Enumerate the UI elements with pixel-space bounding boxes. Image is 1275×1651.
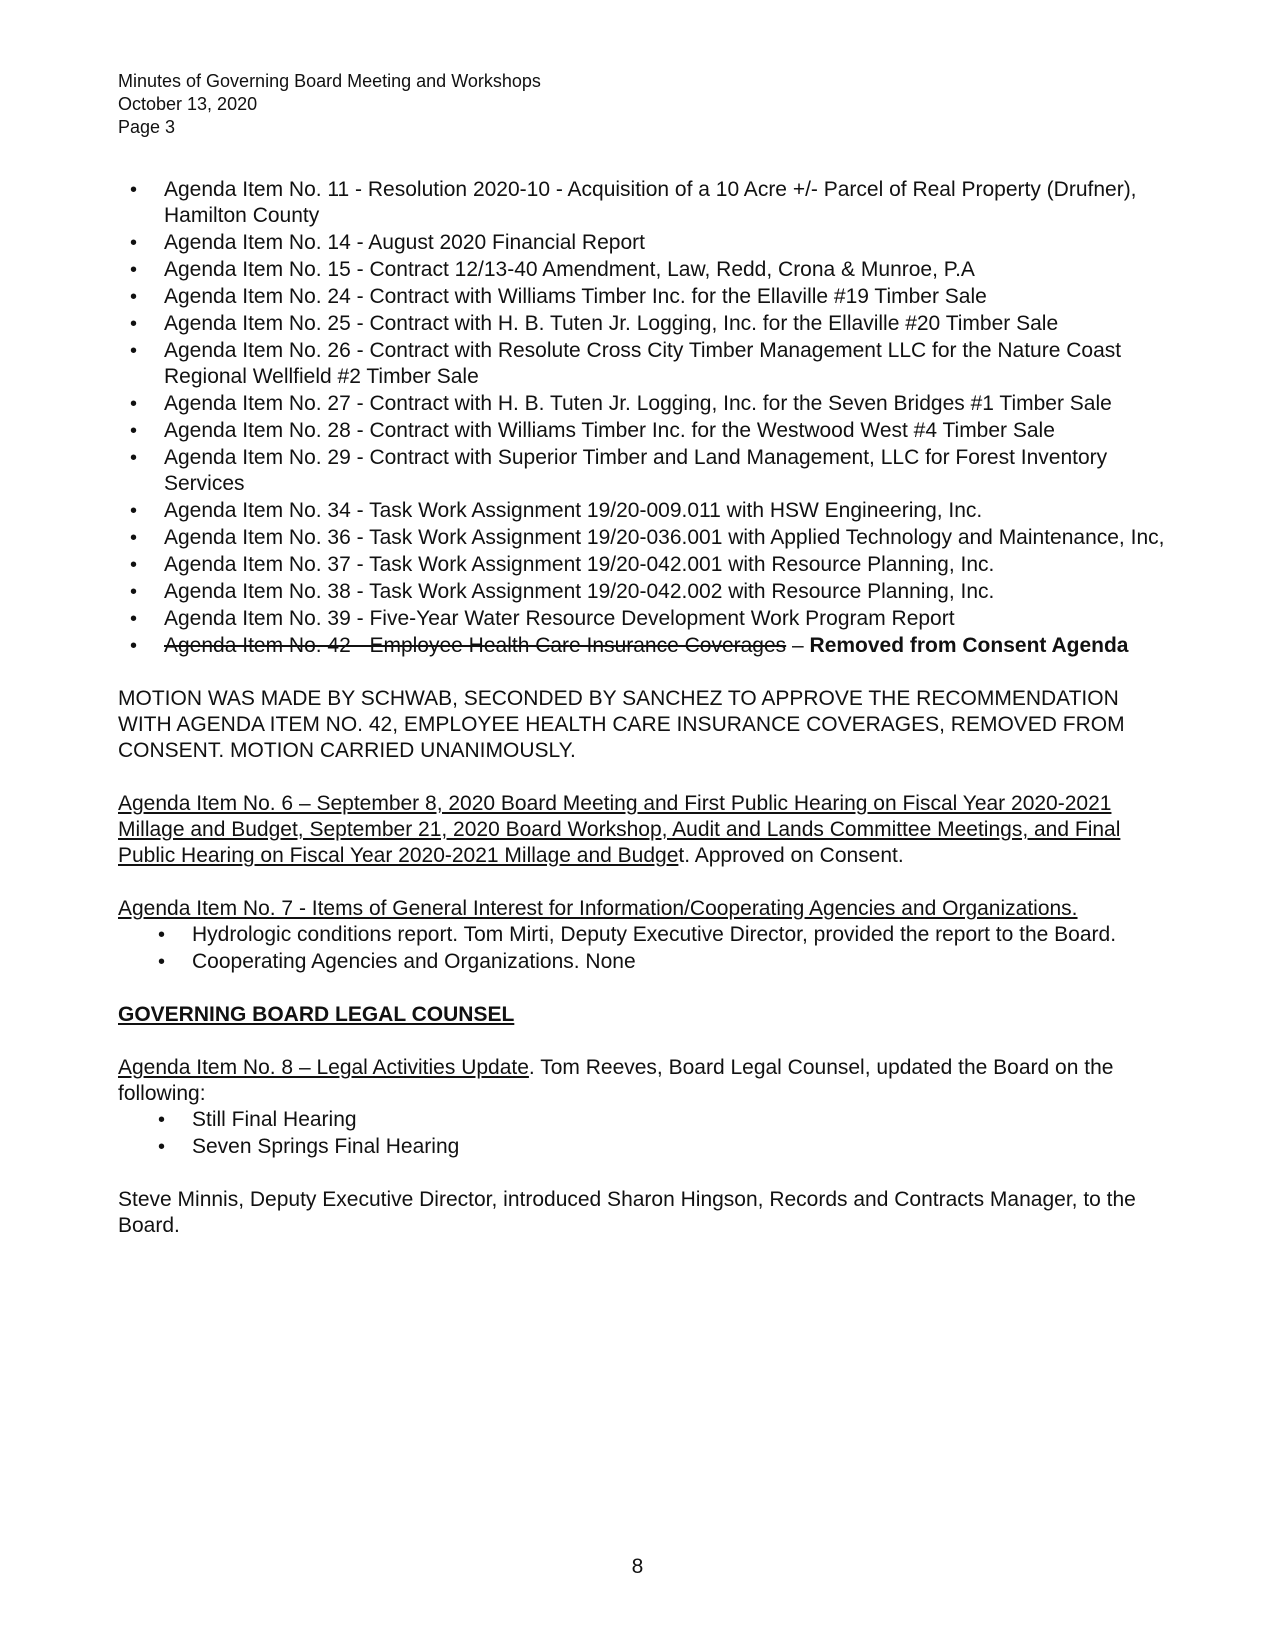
- item6-paragraph: [118, 791, 1178, 869]
- item7-list: [118, 922, 1178, 975]
- item7-title: Agenda Item No. 7 - Items of General Interest for Information/Cooperating Agencies and Organizations.: [118, 897, 1078, 920]
- list-item: • Agenda Item No. 28 - Contract with Williams Timber Inc. for the Westwood West #4 Timber Sale: [164, 418, 1178, 444]
- consent-agenda-list: [118, 177, 1178, 659]
- removed-item-note: Removed from Consent Agenda: [809, 634, 1129, 657]
- list-item: • Agenda Item No. 34 - Task Work Assignment 19/20-009.011 with HSW Engineering, Inc.: [164, 498, 1178, 524]
- item8-paragraph: [118, 1055, 1178, 1107]
- list-item: • Agenda Item No. 25 - Contract with H. B. Tuten Jr. Logging, Inc. for the Ellaville #20 Timber Sale: [164, 311, 1178, 337]
- list-item: • Agenda Item No. 39 - Five-Year Water Resource Development Work Program Report: [164, 606, 1178, 632]
- list-item: • Agenda Item No. 26 - Contract with Resolute Cross City Timber Management LLC for the Nature Coast Regional Wellfield #2 Timber Sale: [164, 338, 1178, 390]
- removed-item-dash: –: [786, 634, 810, 657]
- list-item: • Cooperating Agencies and Organizations. None: [192, 949, 1178, 975]
- list-item: • Agenda Item No. 36 - Task Work Assignment 19/20-036.001 with Applied Technology and Maintenance, Inc,: [164, 525, 1178, 551]
- header-page: Page 3: [118, 117, 176, 137]
- list-item: • Agenda Item No. 11 - Resolution 2020-10 - Acquisition of a 10 Acre +/- Parcel of Real Property (Drufner), Hamilton County: [164, 177, 1178, 229]
- list-item: • Seven Springs Final Hearing: [192, 1134, 1178, 1160]
- motion-paragraph: MOTION WAS MADE BY SCHWAB, SECONDED BY SANCHEZ TO APPROVE THE RECOMMENDATION WITH AGENDA ITEM NO. 42, EMPLOYEE HEALTH CARE INSURANCE COVERAGES, REMOVED FROM CONSENT. MOTION CARRIED UNANIMOUSLY.: [118, 687, 1125, 762]
- removed-item-struck-text: Agenda Item No. 42 - Employee Health Care Insurance Coverages: [164, 634, 787, 657]
- list-item: • Agenda Item No. 24 - Contract with Williams Timber Inc. for the Ellaville #19 Timber Sale: [164, 284, 1178, 310]
- list-item: • Hydrologic conditions report. Tom Mirti, Deputy Executive Director, provided the report to the Board.: [192, 922, 1178, 948]
- list-item: • Agenda Item No. 27 - Contract with H. B. Tuten Jr. Logging, Inc. for the Seven Bridges #1 Timber Sale: [164, 391, 1178, 417]
- item8-rest: . Tom Reeves, Board Legal Counsel, updated the Board on the following:: [118, 1056, 1114, 1105]
- list-item: • Agenda Item No. 29 - Contract with Superior Timber and Land Management, LLC for Forest Inventory Services: [164, 445, 1178, 497]
- closing-paragraph: Steve Minnis, Deputy Executive Director, introduced Sharon Hingson, Records and Contracts Manager, to the Board.: [118, 1188, 1136, 1237]
- item6-title: Agenda Item No. 6 – September 8, 2020 Board Meeting and First Public Hearing on Fiscal Year 2020-2021 Millage and Budget, September 21, 2020 Board Workshop, Audit and Lands Committee Meetings, and Final Public Hearing on Fiscal Year 2020-2021 Millage and Budge: [118, 792, 1121, 867]
- legal-counsel-heading: GOVERNING BOARD LEGAL COUNSEL: [118, 1003, 515, 1026]
- list-item: • Agenda Item No. 37 - Task Work Assignment 19/20-042.001 with Resource Planning, Inc.: [164, 552, 1178, 578]
- document-header: [118, 70, 1178, 139]
- list-item: • Still Final Hearing: [192, 1107, 1178, 1133]
- removed-item: [164, 633, 1178, 659]
- item6-rest: t. Approved on Consent.: [678, 844, 904, 867]
- item8-title: Agenda Item No. 8 – Legal Activities Update: [118, 1056, 529, 1079]
- header-date: October 13, 2020: [118, 94, 258, 114]
- page-number: 8: [631, 1555, 644, 1578]
- list-item: • Agenda Item No. 38 - Task Work Assignment 19/20-042.002 with Resource Planning, Inc.: [164, 579, 1178, 605]
- list-item: • Agenda Item No. 14 - August 2020 Financial Report: [164, 230, 1178, 256]
- header-title: Minutes of Governing Board Meeting and Workshops: [118, 71, 541, 91]
- document-page: [118, 70, 1178, 1239]
- item8-list: [118, 1107, 1178, 1160]
- list-item: • Agenda Item No. 15 - Contract 12/13-40 Amendment, Law, Redd, Crona & Munroe, P.A: [164, 257, 1178, 283]
